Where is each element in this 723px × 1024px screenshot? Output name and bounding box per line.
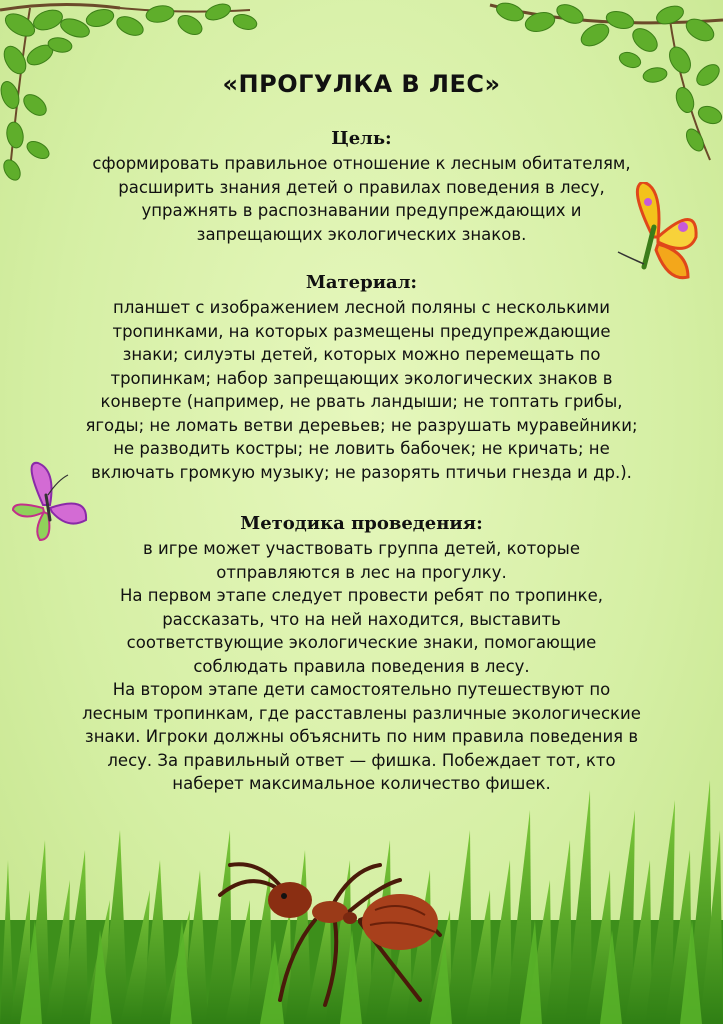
- material-line: тропинкам; набор запрещающих экологических знаков в: [110, 368, 613, 388]
- material-line: конверте (например, не рвать ландыши; не топтать грибы,: [100, 392, 623, 411]
- goal-line: упражнять в распознавании предупреждающих и: [141, 201, 582, 220]
- goal-line: запрещающих экологических знаков.: [196, 224, 527, 244]
- material-line: ягоды; не ломать ветви деревьев; не разрушать муравейники;: [85, 415, 638, 435]
- method-line: На первом этапе следует провести ребят по тропинке,: [119, 586, 604, 605]
- method-line: в игре может участвовать группа детей, которые: [143, 539, 580, 558]
- ant-decoration: [210, 860, 470, 1010]
- method-line: соответствующие экологические знаки, помогающие: [126, 633, 597, 652]
- method-line: соблюдать правила поведения в лесу.: [193, 656, 530, 676]
- goal-heading: Цель:: [331, 128, 392, 149]
- method-heading: Методика проведения:: [240, 513, 483, 534]
- goal-line: расширить знания детей о правилах поведения в лесу,: [118, 177, 605, 197]
- material-line: включать громкую музыку; не разорять птичьи гнезда и др.).: [91, 462, 632, 482]
- method-line: рассказать, что на ней находится, выставить: [162, 609, 561, 629]
- method-line: знаки. Игроки должны объяснить по ним правила поведения в: [84, 727, 639, 746]
- goal-line: сформировать правильное отношение к лесным обитателям,: [92, 154, 631, 173]
- material-line: знаки; силуэты детей, которых можно перемещать по: [122, 345, 601, 364]
- material-line: планшет с изображением лесной поляны с несколькими: [113, 298, 610, 317]
- method-line: На втором этапе дети самостоятельно путешествуют по: [112, 680, 611, 699]
- method-text: [40, 537, 683, 796]
- method-line: лесным тропинкам, где расставлены различные экологические: [82, 703, 641, 723]
- material-text: [40, 296, 683, 484]
- method-line: лесу. За правильный ответ — фишка. Побеждает тот, кто: [107, 750, 616, 770]
- material-line: не разводить костры; не ловить бабочек; не кричать; не: [113, 439, 610, 458]
- method-line: отправляются в лес на прогулку.: [216, 562, 507, 582]
- page-title: «ПРОГУЛКА В ЛЕС»: [222, 70, 501, 98]
- material-heading: Материал:: [305, 272, 418, 293]
- method-line: наберет максимальное количество фишек.: [172, 774, 551, 793]
- material-line: тропинками, на которых размещены предупреждающие: [112, 321, 611, 341]
- goal-text: [40, 152, 683, 246]
